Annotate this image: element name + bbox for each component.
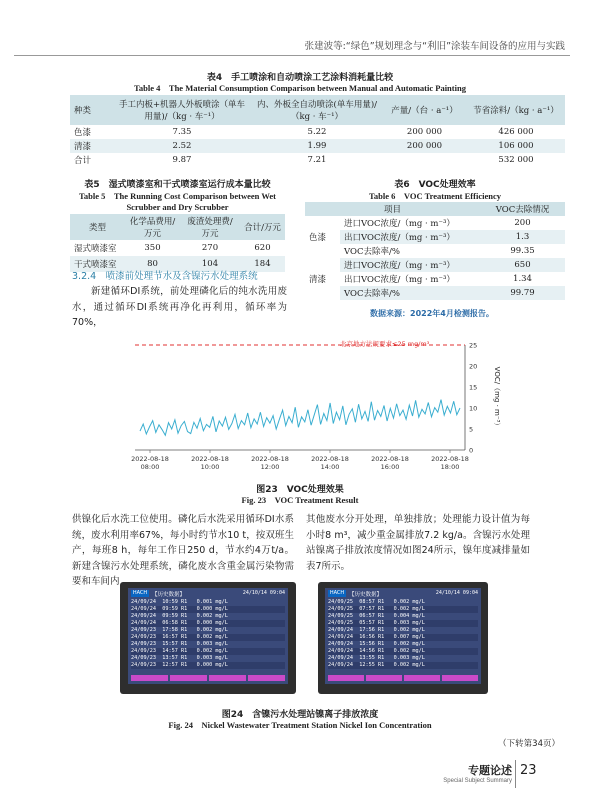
table-cell: 104 xyxy=(201,259,219,269)
voc-chart xyxy=(100,330,520,480)
table-cell: 1.99 xyxy=(307,141,327,151)
table-cell: 5.22 xyxy=(307,127,327,137)
screen-button[interactable] xyxy=(404,675,440,681)
screen-data-row[interactable]: 24/09/24 13:55 R1 0.003 mg/L xyxy=(328,655,478,662)
table-cell: 106 000 xyxy=(498,141,534,151)
table6-source: 数据来源：2022年4月检测报告。 xyxy=(370,309,494,318)
screen-menu: 【历史数据】 xyxy=(152,592,186,598)
screen-data-row[interactable]: 24/09/24 12:55 R1 0.002 mg/L xyxy=(328,662,478,669)
table-cell: 1.3 xyxy=(515,232,530,242)
screen-button-row xyxy=(328,675,478,681)
paragraph-left: 供镍化后水洗工位使用。磷化后水洗采用循环DI水系统，废水利用率67%，每小时约节水10 t，按双班生产，每班8 h，每年工作日250 d，节水约4万t/a。新建含镍污水处理系统，磷化废水含重金属污染物需要和车间内 xyxy=(72,514,294,587)
x-tick-label: 10:00 xyxy=(200,463,220,471)
table-cell: 99.35 xyxy=(510,246,535,256)
x-tick-label: 12:00 xyxy=(260,463,280,471)
fig23-caption-zh: 图23 VOC处理效果 xyxy=(256,485,344,495)
screen-button[interactable] xyxy=(328,675,364,681)
x-tick-label: 2022-08-18 xyxy=(431,455,469,463)
screen-button[interactable] xyxy=(209,675,246,681)
section-title: 3.2.4 喷漆前处理节水及含镍污水处理系统 xyxy=(72,271,258,282)
footer-column-title: 专题论述 xyxy=(468,764,512,777)
screen-button[interactable] xyxy=(131,675,168,681)
table5-header: 废渣处理费/万元 xyxy=(187,217,233,239)
screen-button[interactable] xyxy=(170,675,207,681)
table4-header: 产量/（台 · a⁻¹） xyxy=(391,106,458,116)
table-cell: 80 xyxy=(147,259,158,269)
y-ticks xyxy=(469,342,477,455)
table-cell: 清漆 xyxy=(74,142,92,152)
screen-data-row[interactable]: 24/09/24 14:56 R1 0.002 mg/L xyxy=(328,648,478,655)
table-cell xyxy=(382,153,467,167)
table6-caption-en: Table 6 VOC Treatment Efficiency xyxy=(369,191,501,201)
limit-label: 北京地方法规要求≤25 mg/m³ xyxy=(340,340,430,348)
hach-screen-left xyxy=(120,582,296,694)
screen-datetime: 24/10/14 09:04 xyxy=(435,590,478,596)
table-cell: 7.35 xyxy=(172,127,192,137)
fig24-caption-zh: 图24 含镍污水处理站镍离子排放浓度 xyxy=(221,710,379,720)
table-cell: 湿式喷漆室 xyxy=(74,244,117,254)
table4 xyxy=(70,95,565,167)
y-tick-label: 10 xyxy=(469,404,478,413)
screen-data-row[interactable]: 24/09/24 06:58 R1 0.000 mg/L xyxy=(131,620,285,627)
header-divider xyxy=(14,55,570,56)
table6-caption-zh: 表6 VOC处理效率 xyxy=(394,180,476,190)
x-tick-label: 2022-08-18 xyxy=(371,455,409,463)
table4-header: 种类 xyxy=(74,106,92,116)
x-tick-label: 18:00 xyxy=(440,463,460,471)
table4-header: 手工内板+机器人外板喷涂（单车用量)/（kg · 车⁻¹） xyxy=(118,100,246,122)
table6-group: 清漆 xyxy=(305,258,340,300)
screen-data-row[interactable]: 24/09/23 16:57 R1 0.002 mg/L xyxy=(131,634,285,641)
hach-screen-right xyxy=(318,582,488,694)
x-tick-label: 2022-08-18 xyxy=(251,455,289,463)
table-cell: 200 000 xyxy=(406,127,443,137)
screen-data-row[interactable]: 24/09/23 13:57 R1 0.003 mg/L xyxy=(131,655,285,662)
y-axis-label: VOC/（mg · m⁻³） xyxy=(493,366,501,430)
screen-data-row[interactable]: 24/09/25 05:57 R1 0.003 mg/L xyxy=(328,620,478,627)
screen-data-row[interactable]: 24/09/24 17:56 R1 0.002 mg/L xyxy=(328,627,478,634)
table-cell: 7.21 xyxy=(307,155,327,165)
table-cell: 426 000 xyxy=(498,127,534,137)
screen-button[interactable] xyxy=(442,675,478,681)
screen-data-row[interactable]: 24/09/23 17:58 R1 0.002 mg/L xyxy=(131,627,285,634)
table5-caption-en: Table 5 The Running Cost Comparison between Wet xyxy=(79,191,276,201)
table4-header: 内、外板全自动喷涂(单车用量)/（kg · 车⁻¹） xyxy=(257,100,377,122)
y-tick-label: 15 xyxy=(469,383,478,392)
table-cell: 合计 xyxy=(74,156,92,166)
table6-header: VOC去除情况 xyxy=(495,205,550,215)
screen-data-row[interactable]: 24/09/24 09:59 R1 0.002 mg/L xyxy=(131,613,285,620)
table5 xyxy=(70,214,285,272)
table-cell: 200 000 xyxy=(406,141,443,151)
x-tick-label: 16:00 xyxy=(380,463,400,471)
table-cell: 色漆 xyxy=(74,128,92,138)
y-tick-label: 25 xyxy=(469,341,478,350)
table5-header: 合计/万元 xyxy=(244,223,281,233)
screen-data-row[interactable]: 24/09/23 14:57 R1 0.002 mg/L xyxy=(131,648,285,655)
screen-data-row[interactable]: 24/09/25 06:57 R1 0.004 mg/L xyxy=(328,613,478,620)
y-tick-label: 20 xyxy=(469,362,478,371)
table-cell: 532 000 xyxy=(498,155,534,165)
fig24-caption-en: Fig. 24 Nickel Wastewater Treatment Station Nickel Ion Concentration xyxy=(168,720,432,730)
section-paragraph: 新建循环DI系统，前处理磷化后的纯水洗用废水，通过循环DI系统再净化再利用，循环率为70%， xyxy=(72,286,287,328)
table5-header: 化学品费用/万元 xyxy=(129,217,176,239)
table6 xyxy=(305,202,565,300)
table4-header: 节省涂料/（kg · a⁻¹） xyxy=(473,106,559,116)
screen-button[interactable] xyxy=(248,675,285,681)
x-tick-label: 2022-08-18 xyxy=(311,455,349,463)
screen-data-list xyxy=(131,599,285,669)
voc-series-line xyxy=(140,400,460,436)
table-cell: 9.87 xyxy=(172,155,192,165)
table-cell: 进口VOC浓度/（mg · m⁻³） xyxy=(344,219,455,229)
screen-data-row[interactable]: 24/09/25 07:57 R1 0.002 mg/L xyxy=(328,606,478,613)
footer-divider xyxy=(515,760,516,788)
table5-caption-zh: 表5 湿式喷漆室和干式喷漆室运行成本量比较 xyxy=(84,180,271,190)
running-header: 张建波等:“绿色”规划理念与“利旧”涂装车间设备的应用与实践 xyxy=(304,41,565,52)
table6-group: 色漆 xyxy=(305,216,340,258)
x-tick-label: 08:00 xyxy=(140,463,160,471)
screen-datetime: 24/10/14 09:04 xyxy=(242,590,285,596)
table-cell: 270 xyxy=(201,243,219,253)
table-cell: 进口VOC浓度/（mg · m⁻³） xyxy=(344,261,455,271)
screen-data-row[interactable]: 24/09/23 12:57 R1 0.000 mg/L xyxy=(131,662,285,669)
footer-column-sub: Special Subject Summary xyxy=(443,778,512,784)
table-cell: 99.79 xyxy=(510,288,535,298)
table-cell: VOC去除率/% xyxy=(344,289,400,299)
table4-caption-zh: 表4 手工喷涂和自动喷涂工艺涂料消耗量比较 xyxy=(206,73,394,83)
y-tick-label: 0 xyxy=(469,446,474,455)
x-tick-label: 2022-08-18 xyxy=(191,455,229,463)
x-tick-label: 14:00 xyxy=(320,463,340,471)
x-tick-label: 2022-08-18 xyxy=(131,455,169,463)
screen-data-row[interactable]: 24/09/23 15:57 R1 0.003 mg/L xyxy=(131,641,285,648)
screen-menu: 【历史数据】 xyxy=(349,592,383,598)
hach-logo: HACH xyxy=(132,590,148,596)
table-cell: VOC去除率/% xyxy=(344,247,400,257)
table-cell: 干式喷漆室 xyxy=(74,260,117,270)
screen-button-row xyxy=(131,675,285,681)
screen-data-row[interactable]: 24/09/24 09:59 R1 0.000 mg/L xyxy=(131,606,285,613)
table-cell: 2.52 xyxy=(172,141,192,151)
paragraph-right: 其他废水分开处理，单独排放；处理能力设计值为每小时8 m³，减少重金属排放7.2 kg/a。含镍污水处理站镍离子排放浓度情况如图24所示，镍年度减排量如表7所示。 xyxy=(306,514,530,572)
table4-caption-en: Table 4 The Material Consumption Comparison between Manual and Automatic Painting xyxy=(134,83,466,93)
screen-button[interactable] xyxy=(366,675,402,681)
screen-data-list xyxy=(328,599,478,669)
table-cell: 出口VOC浓度/（mg · m⁻³） xyxy=(344,233,455,243)
x-ticks xyxy=(131,450,469,471)
fig23-caption-en: Fig. 23 VOC Treatment Result xyxy=(241,495,359,505)
table-cell: 184 xyxy=(254,259,271,269)
screen-data-row[interactable]: 24/09/24 16:56 R1 0.007 mg/L xyxy=(328,634,478,641)
table-cell: 620 xyxy=(254,243,271,253)
screen-data-row[interactable]: 24/09/25 08:57 R1 0.002 mg/L xyxy=(328,599,478,606)
table6-header: 项目 xyxy=(383,205,401,215)
screen-data-row[interactable]: 24/09/24 15:56 R1 0.002 mg/L xyxy=(328,641,478,648)
page-number: 23 xyxy=(520,763,537,778)
table-cell: 650 xyxy=(514,260,531,270)
table5-header: 类型 xyxy=(88,223,106,233)
hach-logo: HACH xyxy=(329,590,345,596)
table5-caption-en-2: Scrubber and Dry Scrubber xyxy=(126,202,229,212)
screen-data-row[interactable]: 24/09/24 10:59 R1 0.001 mg/L xyxy=(131,599,285,606)
continued-note: （下转第34页） xyxy=(498,739,560,749)
table-cell: 1.34 xyxy=(513,274,532,284)
table-cell: 出口VOC浓度/（mg · m⁻³） xyxy=(344,275,455,285)
table-cell: 350 xyxy=(144,243,161,253)
table-cell: 200 xyxy=(514,218,531,228)
y-tick-label: 5 xyxy=(469,425,474,434)
